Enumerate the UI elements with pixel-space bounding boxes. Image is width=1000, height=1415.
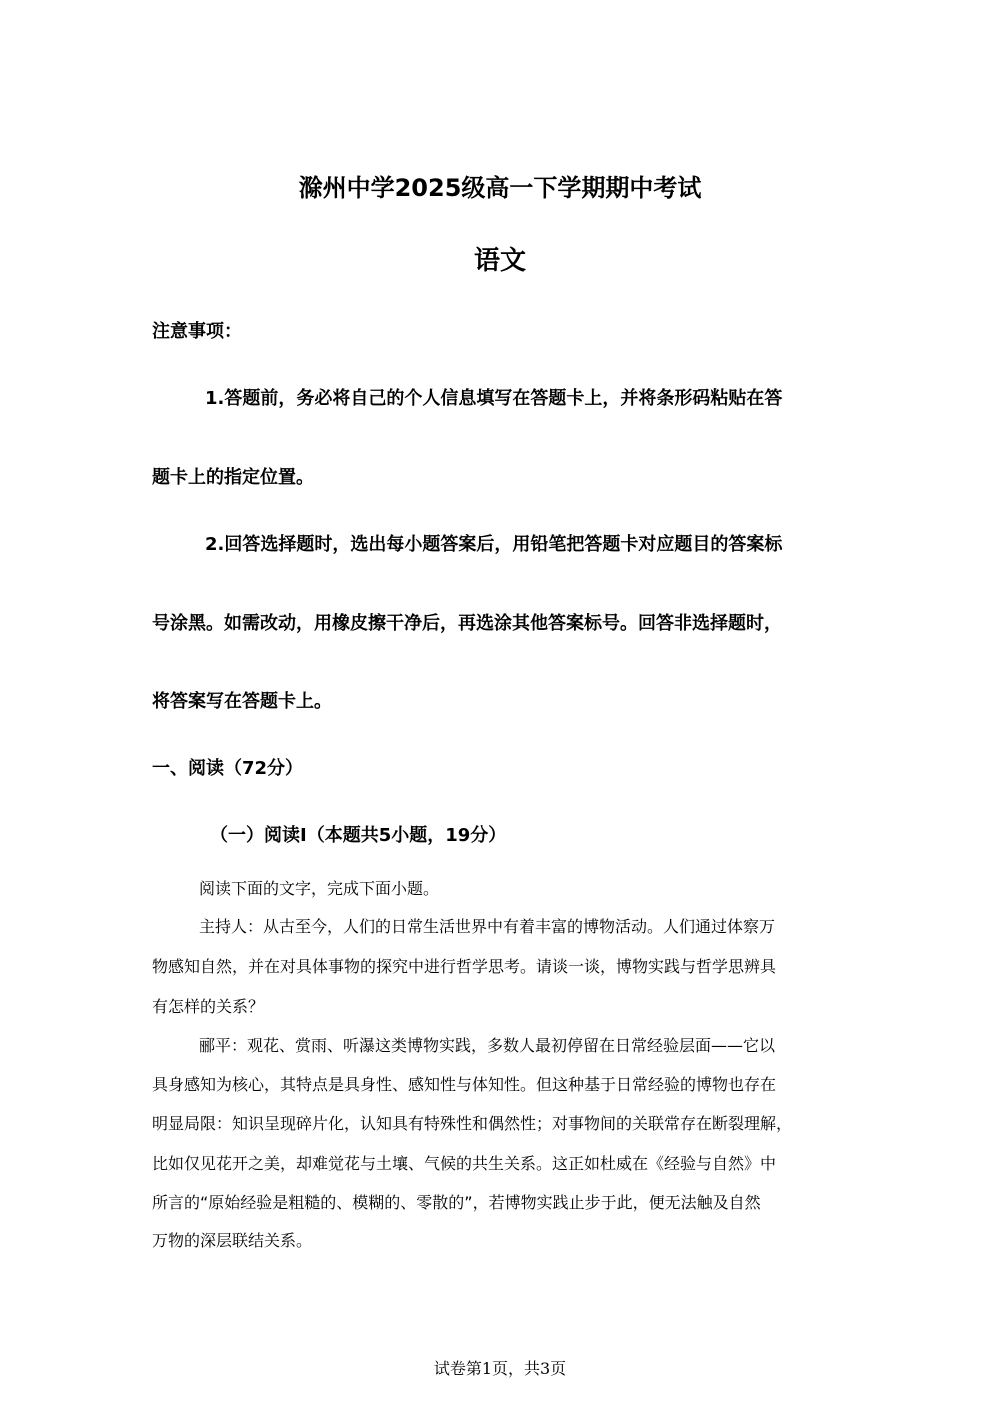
notice-item-2-line-3: 将答案写在答题卡上。 <box>152 691 332 712</box>
paragraph-1-line-3: 有怎样的关系？ <box>152 997 265 1016</box>
paragraph-1-line-1: 主持人：从古至今，人们的日常生活世界中有着丰富的博物活动。人们通过体察万 <box>199 917 776 936</box>
notice-item-1-line-2: 题卡上的指定位置。 <box>152 467 314 488</box>
paragraph-2-line-1: 郦平：观花、赏雨、听瀑这类博物实践，多数人最初停留在日常经验层面——它以 <box>199 1036 776 1055</box>
subject-title: 语文 <box>473 246 526 276</box>
subsection-heading: （一）阅读Ⅰ（本题共5小题，19分） <box>210 825 507 846</box>
paragraph-2-line-2: 具身感知为核心，其特点是具身性、感知性与体知性。但这种基于日常经验的博物也存在 <box>152 1075 777 1094</box>
page-footer: 试卷第1页，共3页 <box>433 1359 567 1378</box>
notice-heading: 注意事项： <box>152 321 242 342</box>
reading-instruction: 阅读下面的文字，完成下面小题。 <box>199 879 440 898</box>
section-heading: 一、阅读（72分） <box>152 758 304 779</box>
paragraph-1-line-2: 物感知自然，并在对具体事物的探究中进行哲学思考。请谈一谈，博物实践与哲学思辨具 <box>152 957 777 976</box>
paragraph-2-line-6: 万物的深层联结关系。 <box>152 1231 313 1250</box>
paragraph-2-line-4: 比如仅见花开之美，却难觉花与土壤、气候的共生关系。这正如杜威在《经验与自然》中 <box>152 1154 777 1173</box>
notice-item-1-line-1: 1.答题前，务必将自己的个人信息填写在答题卡上，并将条形码粘贴在答 <box>205 388 783 409</box>
notice-item-2-line-1: 2.回答选择题时，选出每小题答案后，用铅笔把答题卡对应题目的答案标 <box>205 534 783 555</box>
exam-title: 滁州中学2025级高一下学期期中考试 <box>298 174 702 202</box>
notice-item-2-line-2: 号涂黑。如需改动，用橡皮擦干净后，再选涂其他答案标号。回答非选择题时， <box>152 613 782 634</box>
paragraph-2-line-5: 所言的“原始经验是粗糙的、模糊的、零散的”，若博物实践止步于此，便无法触及自然 <box>152 1193 761 1212</box>
paragraph-2-line-3: 明显局限：知识呈现碎片化，认知具有特殊性和偶然性；对事物间的关联常存在断裂理解， <box>152 1114 793 1133</box>
